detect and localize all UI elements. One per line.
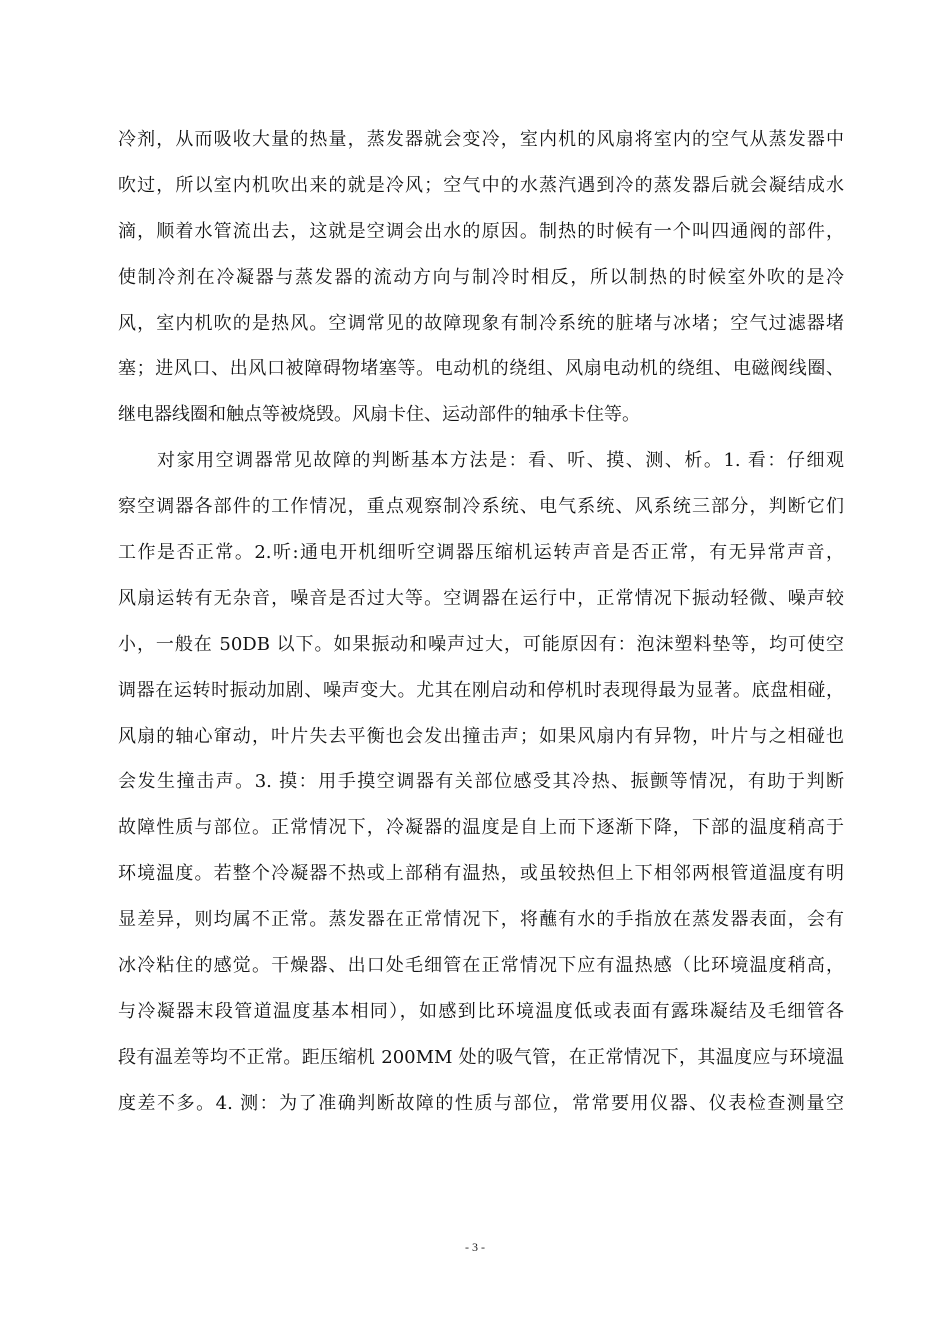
text-line: 会发生撞击声。3. 摸：用手摸空调器有关部位感受其冷热、振颤等情况，有助于判断: [118, 771, 844, 793]
text-line: 冷剂，从而吸收大量的热量，蒸发器就会变冷，室内机的风扇将室内的空气从蒸发器中: [118, 129, 844, 150]
text-line: 显差异，则均属不正常。蒸发器在正常情况下，将蘸有水的手指放在蒸发器表面，会有: [118, 909, 844, 931]
body-text: [118, 117, 844, 1127]
text-line: 度差不多。4. 测：为了准确判断故障的性质与部位，常常要用仪器、仪表检查测量空: [118, 1092, 844, 1114]
text-line: 冰冷粘住的感觉。干燥器、出口处毛细管在正常情况下应有温热感（比环境温度稍高，: [118, 955, 844, 977]
text-line: 小，一般在 50DB 以下。如果振动和噪声过大，可能原因有：泡沫塑料垫等，均可使空: [118, 633, 844, 655]
text-line: 段有温差等均不正常。距压缩机 200MM 处的吸气管，在正常情况下，其温度应与环境温: [118, 1046, 844, 1068]
page-number: - 3 -: [465, 1240, 485, 1254]
text-line: 与冷凝器末段管道温度基本相同），如感到比环境温度低或表面有露珠凝结及毛细管各: [118, 1000, 844, 1022]
text-line: 工作是否正常。2.听:通电开机细听空调器压缩机运转声音是否正常，有无异常声音，: [118, 542, 844, 564]
text-line: 滴，顺着水管流出去，这就是空调会出水的原因。制热的时候有一个叫四通阀的部件，: [118, 220, 844, 242]
text-line: 察空调器各部件的工作情况，重点观察制冷系统、电气系统、风系统三部分，判断它们: [118, 496, 844, 518]
text-line: 吹过，所以室内机吹出来的就是冷风；空气中的水蒸汽遇到冷的蒸发器后就会凝结成水: [118, 174, 844, 196]
text-line: 调器在运转时振动加剧、噪声变大。尤其在刚启动和停机时表现得最为显著。底盘相碰，: [118, 679, 844, 701]
text-line: 使制冷剂在冷凝器与蒸发器的流动方向与制冷时相反，所以制热的时候室外吹的是冷: [118, 266, 844, 288]
text-line: 风，室内机吹的是热风。空调常见的故障现象有制冷系统的脏堵与冰堵；空气过滤器堵: [118, 312, 844, 334]
text-line: 环境温度。若整个冷凝器不热或上部稍有温热，或虽较热但上下相邻两根管道温度有明: [118, 863, 844, 885]
text-line: 风扇的轴心窜动，叶片失去平衡也会发出撞击声；如果风扇内有异物，叶片与之相碰也: [118, 725, 844, 747]
text-line: 故障性质与部位。正常情况下，冷凝器的温度是自上而下逐渐下降，下部的温度稍高于: [118, 817, 844, 839]
text-line: 继电器线圈和触点等被烧毁。风扇卡住、运动部件的轴承卡住等。: [118, 404, 640, 426]
text-line: 风扇运转有无杂音，噪音是否过大等。空调器在运行中，正常情况下振动轻微、噪声较: [118, 587, 844, 609]
text-line: 塞；进风口、出风口被障碍物堵塞等。电动机的绕组、风扇电动机的绕组、电磁阀线圈、: [118, 358, 844, 380]
text-line: 对家用空调器常见故障的判断基本方法是：看、听、摸、测、析。1. 看：仔细观: [118, 450, 844, 472]
